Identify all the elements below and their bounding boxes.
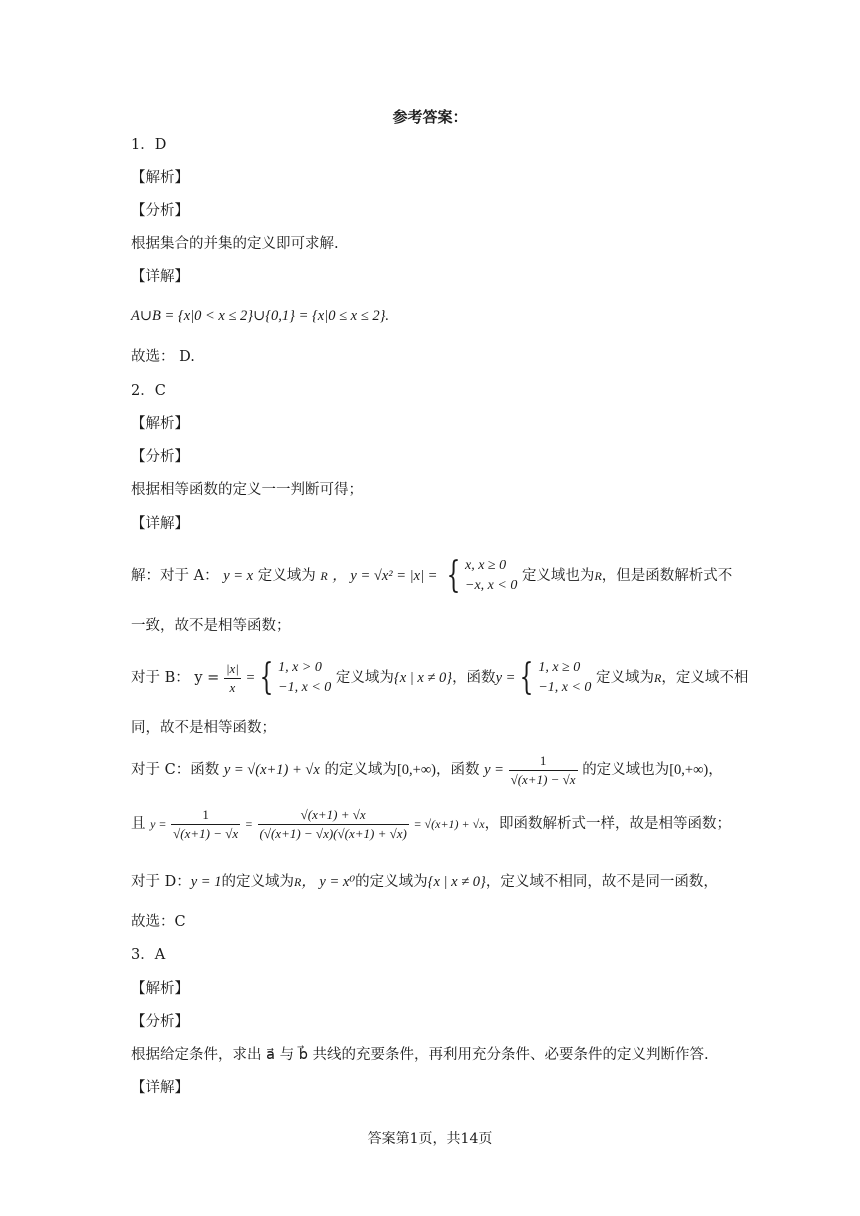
- q2-c2-rhs: = √(x+1) + √x: [413, 817, 485, 831]
- q2-b-domain-r: R: [654, 671, 662, 685]
- q2-c-text1: 的定义域为: [324, 762, 397, 778]
- q2-a-text3: ，但是函数解析式不: [601, 568, 733, 584]
- q3-analysis: 根据给定条件，求出 a⃗ 与 b⃗ 共线的充要条件，再利用充分条件、必要条件的定义判断作答.: [131, 1047, 709, 1063]
- q2-d-set: {x | x ≠ 0}: [427, 874, 486, 890]
- q2-d-formula1: y = 1: [190, 874, 222, 890]
- q2-b-brace: {: [259, 657, 274, 698]
- q2-option-d: [131, 872, 718, 892]
- q2-a-domain-r: R: [320, 569, 328, 583]
- q2-a-domain-r2: R: [594, 569, 602, 583]
- q2-c-formula1: y = √(x+1) + √x: [223, 762, 320, 778]
- q2-b-text3: 定义域为: [596, 670, 655, 686]
- q1-choice: 故选： D.: [131, 349, 195, 365]
- q2-a-text1: 定义域为: [257, 568, 316, 584]
- q2-c2-prefix: 且: [131, 816, 146, 832]
- page-title: 参考答案：: [392, 108, 468, 126]
- q2-c-prefix: 对于 C：函数: [131, 762, 220, 778]
- q3-jiexi-heading: 【解析】: [131, 981, 189, 997]
- q2-xiangjie-heading: 【详解】: [131, 516, 189, 532]
- q2-jiexi-heading: 【解析】: [131, 416, 189, 432]
- q2-choice: 故选：C: [131, 914, 186, 930]
- q2-option-c: 对于 C：函数 y = √(x+1) + √x 的定义域为[0,+∞)，函数 y = $\frac{1}{√(x+1) - √x}$ 的定义域也为[0,+∞)，: [131, 752, 723, 787]
- q2-b-fraction: $\frac{|x|}{x}$: [225, 660, 239, 695]
- q2-a-continuation: 一致，故不是相等函数；: [131, 618, 291, 634]
- q3-xiangjie-heading: 【详解】: [131, 1080, 189, 1096]
- q2-c-interval: [0,+∞): [396, 762, 436, 778]
- q2-b2-cases: 1, x ≥ 0 −1, x < 0: [538, 660, 592, 695]
- q2-c2-fraction1: $\frac{1}{√(x+1) - √x}$: [173, 806, 239, 841]
- q2-option-c-derivation: 且 y = $\frac{1}{√(x+1) - √x}$ = $\frac{√(x+1) + √x}{(√(x+1) - √x)(√(x+1) + √x)}$ = √(x+1) + √x，即函数解析式一样，故是相等函数；: [131, 806, 732, 841]
- q2-option-b: 对于 B： y = $\frac{|x|}{x}$ = { 1, x > 0 −1, x < 0 定义域为{x | x ≠ 0}，函数y = { 1, x ≥ 0 −1, x < 0 定义域为R，定义域不相: [131, 657, 749, 698]
- q2-b-y: y =: [495, 670, 516, 686]
- q2-c2-tail: ，即函数解析式一样，故是相等函数；: [484, 816, 732, 832]
- q2-b2-brace: {: [520, 657, 534, 698]
- q2-d-text3: ，定义域不相同，故不是同一函数，: [485, 874, 718, 890]
- q2-analysis: 根据相等函数的定义一一判断可得；: [131, 482, 363, 498]
- q3-fenxi-heading: 【分析】: [131, 1014, 189, 1030]
- q2-a-cases: x, x ≥ 0 −x, x < 0: [465, 558, 518, 593]
- q2-c-fraction: $\frac{1}{√(x+1) - √x}$: [510, 752, 576, 787]
- q2-a-prefix: 解：对于 A：: [131, 568, 219, 584]
- q1-xiangjie-heading: 【详解】: [131, 269, 189, 285]
- q1-formula: A∪B = {x|0 < x ≤ 2}∪{0,1} = {x|0 ≤ x ≤ 2}.: [131, 308, 389, 324]
- page-footer: 答案第1页，共14页: [367, 1131, 493, 1147]
- q3-answer: 3．A: [131, 947, 166, 963]
- q2-c-text2: ，函数: [435, 762, 480, 778]
- q2-option-a: [131, 556, 732, 596]
- q2-c-interval2: [0,+∞): [669, 762, 709, 778]
- q2-d-text1: 的定义域为: [221, 874, 294, 890]
- q2-a-formula2: ， y = √x² = |x| =: [332, 568, 438, 584]
- q2-d-formula2: ， y = x⁰: [301, 874, 356, 890]
- q2-d-domain-r: R: [293, 875, 302, 889]
- q2-a-formula1: y = x: [223, 568, 254, 584]
- q2-b-text1: 定义域为: [335, 670, 394, 686]
- q2-fenxi-heading: 【分析】: [131, 449, 189, 465]
- q2-b-text2: ，函数: [452, 670, 496, 686]
- q2-b-continuation: 同，故不是相等函数；: [131, 720, 276, 736]
- q2-a-text2: 定义域也为: [521, 568, 595, 584]
- q2-c-text4: ，: [708, 762, 723, 778]
- q2-b-text4: ，定义域不相: [661, 670, 749, 686]
- q2-c-text3: 的定义域也为: [582, 762, 670, 778]
- q2-d-text2: 的定义域为: [355, 874, 428, 890]
- q2-c2-fraction2: $\frac{√(x+1) + √x}{(√(x+1) - √x)(√(x+1) + √x)}$: [259, 806, 407, 841]
- q2-d-prefix: 对于 D：: [131, 874, 191, 890]
- q1-analysis: 根据集合的并集的定义即可求解.: [131, 236, 339, 252]
- q2-c2-y: y =: [150, 817, 167, 831]
- q2-b-cases: 1, x > 0 −1, x < 0: [278, 660, 332, 695]
- q1-answer: 1．D: [131, 137, 167, 153]
- q2-a-brace: {: [446, 555, 461, 596]
- q2-answer: 2．C: [131, 383, 166, 399]
- q2-b-prefix: 对于 B： y =: [131, 670, 220, 686]
- q2-b-set: {x | x ≠ 0}: [393, 670, 453, 686]
- q1-fenxi-heading: 【分析】: [131, 203, 189, 219]
- q1-jiexi-heading: 【解析】: [131, 170, 189, 186]
